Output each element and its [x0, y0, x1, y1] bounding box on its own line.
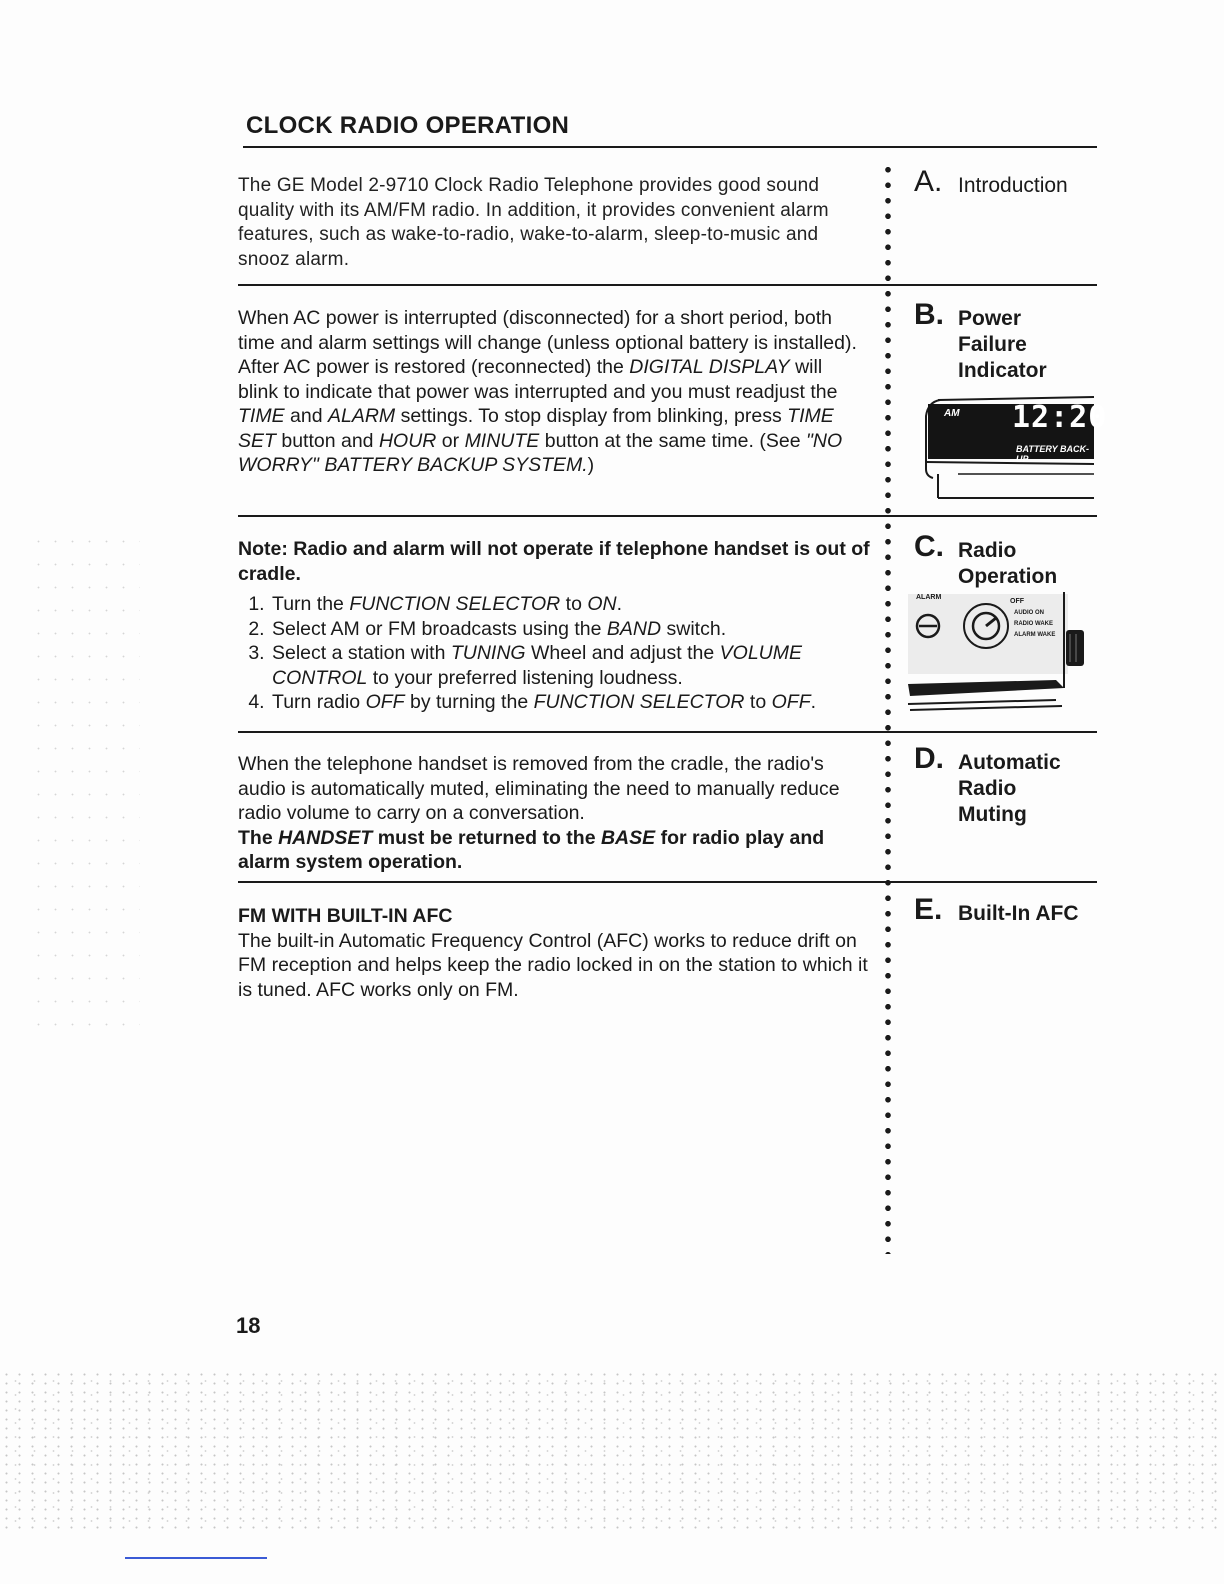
- dial-label-off: OFF: [1010, 598, 1024, 605]
- radio-dial-drawing: [906, 588, 1096, 718]
- radio-steps: [238, 592, 878, 715]
- pf-hour: HOUR: [378, 429, 437, 452]
- section-a-rule: [238, 284, 1097, 286]
- page-title: CLOCK RADIO OPERATION: [246, 112, 570, 139]
- scan-speckle-bottom: [0, 1370, 1224, 1530]
- pf-text-7: button at the same time. (See: [539, 429, 806, 452]
- section-e-letter: E.: [914, 893, 943, 926]
- introduction-text: The GE Model 2-9710 Clock Radio Telephone provides good sound quality with its AM/FM radio. In addition, it provides convenient alarm features, such as wake-to-radio, wake-to-alarm, sleep-to-music and snooz alarm.: [238, 175, 829, 270]
- section-d-line-2: Radio: [958, 777, 1017, 800]
- radio-step-2: 2. Select AM or FM broadcasts using the BAND switch.: [270, 617, 878, 642]
- pf-digital-display: DIGITAL DISPLAY: [629, 356, 790, 378]
- pf-battery-ref: "NO WORRY" BATTERY BACKUP SYSTEM.: [238, 429, 843, 476]
- section-c-line-1: Radio: [958, 539, 1017, 562]
- radio-muting-text: [238, 752, 868, 875]
- section-b-rule: [238, 515, 1097, 517]
- title-rule: [243, 146, 1097, 148]
- section-a-letter: A.: [914, 165, 943, 198]
- section-c-line-2: Operation: [958, 565, 1058, 588]
- afc-heading: FM WITH BUILT-IN AFC: [238, 905, 453, 927]
- radio-dial-illustration: [906, 588, 1096, 718]
- pf-alarm: ALARM: [327, 405, 396, 427]
- dotted-separator: [884, 162, 892, 1254]
- muting-bold-text: The HANDSET must be returned to the BASE for radio play and alarm system operation.: [238, 826, 825, 873]
- section-b-letter: B.: [914, 298, 944, 331]
- section-b-line-2: Failure: [958, 333, 1027, 356]
- pf-text-1: When AC power is interrupted (disconnected) for a short period, both time and alarm settings will change (unless optional battery is installed). After AC power is restored (reconnected) the: [238, 307, 857, 378]
- pf-minute: MINUTE: [464, 429, 540, 452]
- pf-text-5: button and: [275, 429, 379, 452]
- pf-text-8: ): [587, 454, 595, 476]
- page-number: 18: [236, 1313, 261, 1338]
- afc-text: [238, 904, 868, 1002]
- section-d-line-3: Muting: [958, 803, 1027, 826]
- pf-time-set: TIME SET: [238, 405, 834, 452]
- radio-step-4: 4. Turn radio OFF by turning the FUNCTION SELECTOR to OFF.: [270, 690, 878, 715]
- pf-text-4: settings. To stop display from blinking, press: [395, 405, 788, 427]
- display-time: 12:20: [1012, 400, 1108, 435]
- clock-display-illustration: [918, 394, 1108, 504]
- scan-speckle-left: [30, 530, 140, 1030]
- section-a-title: Introduction: [958, 174, 1068, 197]
- afc-body: The built-in Automatic Frequency Control (AFC) works to reduce drift on FM reception and helps keep the radio locked in on the station to which it is tuned. AFC works only on FM.: [238, 929, 868, 1001]
- pf-text-2: will blink to indicate that power was interrupted and you must readjust the: [238, 356, 838, 403]
- dial-label-alarm-wake: ALARM WAKE: [1014, 632, 1056, 638]
- section-c-letter: C.: [914, 530, 944, 563]
- section-b-line-1: Power: [958, 307, 1022, 330]
- pf-time: TIME: [238, 405, 285, 427]
- radio-step-1: 1. Turn the FUNCTION SELECTOR to ON.: [270, 592, 878, 617]
- bottom-accent-line: [125, 1557, 267, 1559]
- section-d-rule: [238, 881, 1097, 883]
- section-e-line-1: Built-In AFC: [958, 902, 1079, 925]
- muting-text: When the telephone handset is removed from the cradle, the radio's audio is automatically muted, eliminating the need to manually reduce radio volume to carry on a conversation.: [238, 753, 840, 824]
- power-failure-text: [238, 306, 858, 478]
- pf-text-6: or: [436, 429, 465, 452]
- radio-step-3: 3. Select a station with TUNING Wheel and adjust the VOLUME CONTROL to your preferred listening loudness.: [270, 641, 878, 690]
- section-d-letter: D.: [914, 742, 944, 775]
- section-c-rule: [238, 731, 1097, 733]
- pf-text-3: and: [284, 405, 328, 427]
- section-d-line-1: Automatic: [958, 751, 1061, 774]
- display-battery-label: BATTERY BACK-UP: [1016, 444, 1090, 464]
- display-am-label: AM: [944, 408, 960, 419]
- radio-operation-text: [238, 537, 878, 715]
- dial-label-alarm: ALARM: [916, 594, 942, 601]
- dial-label-audio-on: AUDIO ON: [1014, 610, 1044, 616]
- radio-note: Note: Radio and alarm will not operate if telephone handset is out of cradle.: [238, 538, 870, 585]
- dial-label-radio-wake: RADIO WAKE: [1014, 621, 1053, 627]
- section-b-line-3: Indicator: [958, 359, 1047, 382]
